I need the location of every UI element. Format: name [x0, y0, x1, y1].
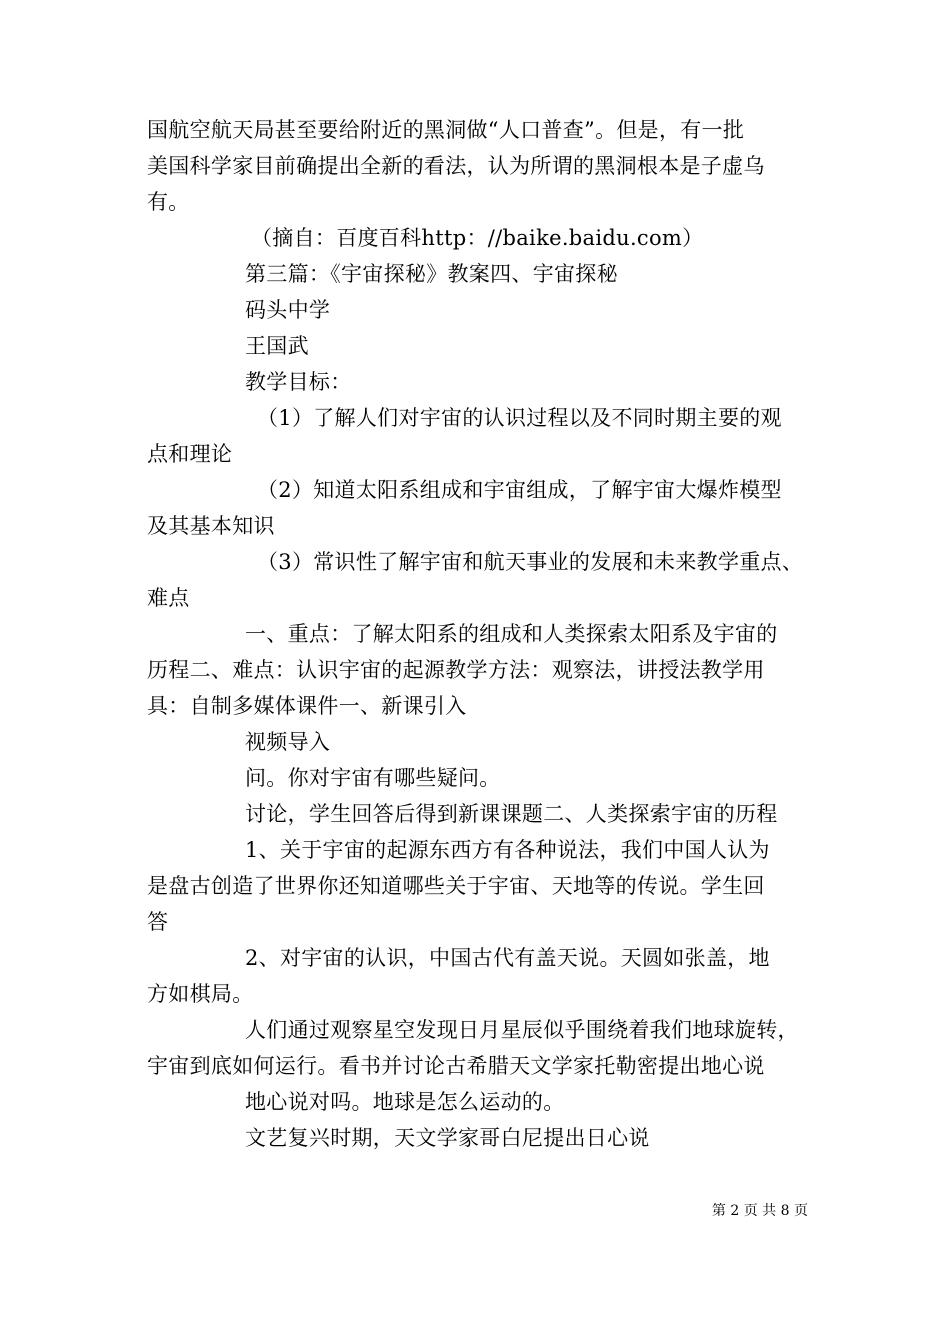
citation-line: （摘自：百度百科http：//baike.baidu.com） — [251, 226, 704, 250]
objective-item-cont: 及其基本知识 — [147, 514, 275, 538]
paragraph-line: 讨论，学生回答后得到新课课题二、人类探索宇宙的历程 — [245, 802, 778, 826]
paragraph-line: 1、关于宇宙的起源东西方有各种说法，我们中国人认为 — [245, 838, 770, 862]
paragraph-line: 宇宙到底如何运行。看书并讨论古希腊天文学家托勒密提出地心说 — [147, 1054, 765, 1078]
paragraph-line: 问。你对宇宙有哪些疑问。 — [245, 766, 501, 790]
paragraph-line: 历程二、难点：认识宇宙的起源教学方法：观察法，讲授法教学用 — [147, 658, 765, 682]
objective-item: （3）常识性了解宇宙和航天事业的发展和未来教学重点、 — [257, 550, 804, 574]
paragraph-line: 是盘古创造了世界你还知道哪些关于宇宙、天地等的传说。学生回 — [147, 874, 765, 898]
objective-item-cont: 难点 — [147, 586, 190, 610]
paragraph-line: 2、对宇宙的认识，中国古代有盖天说。天圆如张盖，地 — [245, 946, 770, 970]
paragraph-line: 国航空航天局甚至要给附近的黑洞做“人口普查”。但是，有一批 — [147, 118, 745, 142]
section-heading: 第三篇：《宇宙探秘》教案四、宇宙探秘 — [245, 262, 618, 286]
author-name: 王国武 — [245, 334, 309, 358]
paragraph-line: 地心说对吗。地球是怎么运动的。 — [245, 1090, 565, 1114]
objectives-heading: 教学目标： — [245, 370, 352, 394]
objective-item: （2）知道太阳系组成和宇宙组成，了解宇宙大爆炸模型 — [257, 478, 782, 502]
paragraph-line: 人们通过观察星空发现日月星辰似乎围绕着我们地球旋转， — [245, 1018, 799, 1042]
paragraph-line: 文艺复兴时期，天文学家哥白尼提出日心说 — [245, 1126, 650, 1150]
page-number: 第 2 页 共 8 页 — [711, 1203, 808, 1219]
body-text — [147, 112, 807, 1156]
paragraph-line: 视频导入 — [245, 730, 331, 754]
school-name: 码头中学 — [245, 298, 331, 322]
paragraph-line: 一、重点：了解太阳系的组成和人类探索太阳系及宇宙的 — [245, 622, 778, 646]
objective-item-cont: 点和理论 — [147, 442, 233, 466]
paragraph-line: 有。 — [147, 190, 190, 214]
paragraph-line: 方如棋局。 — [147, 982, 254, 1006]
paragraph-line: 答 — [147, 910, 169, 934]
objective-item: （1）了解人们对宇宙的认识过程以及不同时期主要的观 — [257, 406, 782, 430]
paragraph-line: 具：自制多媒体课件一、新课引入 — [147, 694, 467, 718]
paragraph-line: 美国科学家目前确提出全新的看法，认为所谓的黑洞根本是子虚乌 — [147, 154, 765, 178]
